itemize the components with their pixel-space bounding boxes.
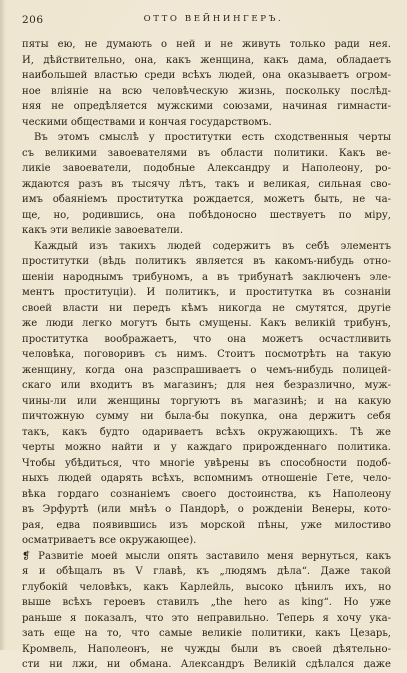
text-line: же люди легко могутъ быть смущены. Какъ великій трибунъ, [22, 318, 391, 329]
page-number: 206 [22, 14, 44, 26]
text-line: съ великими завоевателями въ области политики. Какъ ве- [22, 147, 391, 159]
running-title: ОТТО ВЕЙНИНГЕРЪ. [143, 14, 284, 24]
text-line: няя не опредѣляется мужскими союзами, начиная гимнасти- [22, 101, 391, 112]
text-line: вѣка гордаго сознаніемъ своего достоинства, къ Наполеону [22, 488, 391, 500]
text-line: женщину, когда она разспрашиваетъ о чемъ-нибудь полицей- [22, 364, 391, 376]
text-line: И, дѣйствительно, она, какъ женщина, какъ дама, обладаетъ [22, 54, 391, 66]
text-line: черты можно найти и у каждаго прирожденнаго политика. [22, 442, 391, 453]
text-line: я и обѣщалъ въ V главѣ, къ „людямъ дѣла“. Даже такой [22, 566, 391, 577]
text-line: осматриваетъ все окружающее). [22, 535, 197, 546]
text-line: рая, едва появившись изъ морской пѣны, уже милостиво [22, 519, 391, 531]
text-line: ждаются разъ въ тысячу лѣтъ, такъ и великая, сильная сво- [22, 178, 391, 190]
text-line: ное вліяніе на всю человѣческую жизнь, поскольку послѣд- [22, 85, 391, 97]
text-line: зать еще на то, что самые великіе политики, какъ Цезарь, [22, 628, 391, 639]
text-line: раньше я показалъ, что это неправильно. Теперь я хочу ука- [22, 612, 391, 624]
text-line: ныхъ людей одарять всѣхъ, вспомнимъ отношеніе Гете, чело- [22, 473, 391, 484]
text-line: Чтобы убѣдиться, что многіе увѣрены въ способности подоб- [22, 457, 391, 469]
text-line: ❡ Развитіе моей мысли опять заставило меня вернуться, какъ [22, 550, 391, 562]
text-line: какъ эти великіе завоеватели. [22, 225, 184, 236]
text-line: Въ этомъ смыслѣ у проститутки есть сходственныя черты [34, 132, 391, 143]
text-line: имъ обаяніемъ проститутка рождается, можетъ быть, не ча- [22, 194, 391, 205]
text-line: глубокій человѣкъ, какъ Карлейль, высоко цѣнилъ ихъ, но [22, 581, 391, 593]
body-text [22, 37, 391, 673]
text-line: скаго или входитъ въ магазинъ; для нея безразлично, муж- [22, 380, 391, 391]
text-line: такъ, какъ будто одариваетъ всѣхъ окружающихъ. Тѣ же [22, 426, 391, 438]
text-line: выше всѣхъ героевъ ставилъ „the hero as king“. Но уже [22, 597, 391, 608]
page-header [22, 14, 391, 32]
text-line: ческими обществами и кончая государствомъ. [22, 116, 272, 128]
text-line: человѣка, поговоривъ съ нимъ. Стоитъ посмотрѣть на такую [22, 349, 391, 360]
text-line: проститутка воображаетъ, что она можетъ осчастливить [22, 333, 391, 345]
text-line: ментъ проституціи). И политикъ, и проститутка въ сознаніи [22, 287, 391, 298]
text-line: чины-ли или женщины торгуютъ въ магазинѣ; и на какую [22, 395, 391, 407]
text-line: Кромвель, Наполеонъ, не чужды были въ своей дѣятельно- [22, 643, 391, 655]
text-line: наибольшей властью среди всѣхъ людей, она оказываетъ огром- [22, 70, 391, 81]
text-line: ще, но, родившись, она побѣдоносно шествуетъ по міру, [22, 209, 391, 221]
text-line: въ Эрфуртѣ (или мнѣъ о Пандорѣ, о рожденіи Венеры, кото- [22, 504, 391, 515]
text-line: ликіе завоеватели, подобные Александру и Наполеону, ро- [22, 163, 391, 174]
text-line: пичтожную сумму ни была-бы покупка, она держитъ себя [22, 411, 391, 422]
text-line: сти ни лжи, ни обмана. Александръ Великій сдѣлался даже [22, 659, 391, 670]
text-line: шеніи народнымъ трибуномъ, а въ трибунатѣ заключенъ эле- [22, 271, 391, 283]
text-line: пяты ею, не думають о ней и не живуть только ради нея. [22, 39, 391, 50]
text-line: проститутки (вѣдь политикъ является въ какомъ-нибудь отно- [22, 256, 391, 267]
text-line: Каждый изъ такихъ людей содержитъ въ себѣ элементъ [34, 240, 391, 252]
text-line: своей власти ни передъ кѣмъ никогда не смутятся, другіе [22, 302, 391, 314]
